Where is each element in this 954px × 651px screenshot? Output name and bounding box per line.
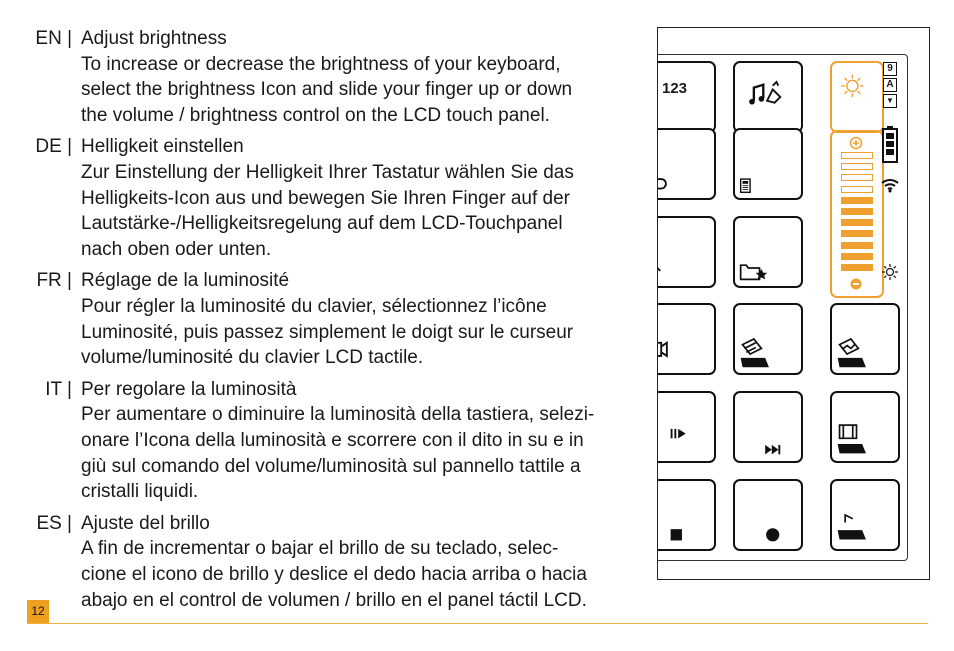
language-code: DE | bbox=[35, 136, 72, 158]
section-heading: Ajuste del brillo bbox=[81, 512, 210, 534]
key-123-label: 123 bbox=[662, 80, 688, 97]
page-number: 12 bbox=[27, 600, 49, 623]
body-line: giù sul comando del volume/luminosità sul pannello tattile a bbox=[81, 455, 581, 477]
indicator-caps: A bbox=[883, 78, 897, 92]
language-code: FR | bbox=[36, 270, 72, 292]
body-line: cione el icono de brillo y deslice el dedo hacia arriba o hacia bbox=[81, 563, 587, 585]
body-line: onare l’Icona della luminosità e scorrere con il dito in su e in bbox=[81, 429, 584, 451]
lcd-touch-panel-illustration bbox=[657, 27, 930, 580]
panel-frame bbox=[657, 54, 908, 561]
body-line: select the brightness Icon and slide your finger up or down bbox=[81, 79, 573, 101]
indicator-9: 9 bbox=[883, 62, 897, 76]
language-code: IT | bbox=[45, 378, 72, 400]
body-line: To increase or decrease the brightness of your keyboard, bbox=[81, 53, 561, 75]
body-line: nach oben oder unten. bbox=[81, 238, 272, 260]
section-heading: Adjust brightness bbox=[81, 28, 227, 49]
section-heading: Helligkeit einstellen bbox=[81, 136, 244, 158]
footer-rule bbox=[27, 623, 928, 624]
indicator-scroll: ▼ bbox=[883, 94, 897, 108]
body-line: abajo en el control de volumen / brillo en el panel táctil LCD. bbox=[81, 589, 587, 611]
body-line: Per aumentare o diminuire la luminosità della tastiera, selezi- bbox=[81, 404, 595, 426]
section-heading: Per regolare la luminosità bbox=[81, 378, 297, 400]
language-code: ES | bbox=[36, 512, 72, 534]
body-line: Zur Einstellung der Helligkeit Ihrer Tastatur wählen Sie das bbox=[81, 161, 574, 183]
body-line: Luminosité, puis passez simplement le doigt sur le curseur bbox=[81, 321, 574, 343]
section-heading: Réglage de la luminosité bbox=[81, 270, 290, 292]
body-line: cristalli liquidi. bbox=[81, 481, 199, 503]
body-line: Pour régler la luminosité du clavier, sélectionnez l’icône bbox=[81, 295, 547, 317]
body-line: volume/luminosité du clavier LCD tactile. bbox=[81, 347, 424, 369]
body-line: A fin de incrementar o bajar el brillo de su teclado, selec- bbox=[81, 538, 559, 560]
body-line: the volume / brightness control on the LCD touch panel. bbox=[81, 104, 550, 126]
language-code: EN | bbox=[35, 28, 72, 49]
body-line: Lautstärke-/Helligkeitsregelung auf dem LCD-Touchpanel bbox=[81, 213, 563, 235]
body-line: Helligkeits-Icon aus und bewegen Sie Ihren Finger auf der bbox=[81, 187, 571, 209]
